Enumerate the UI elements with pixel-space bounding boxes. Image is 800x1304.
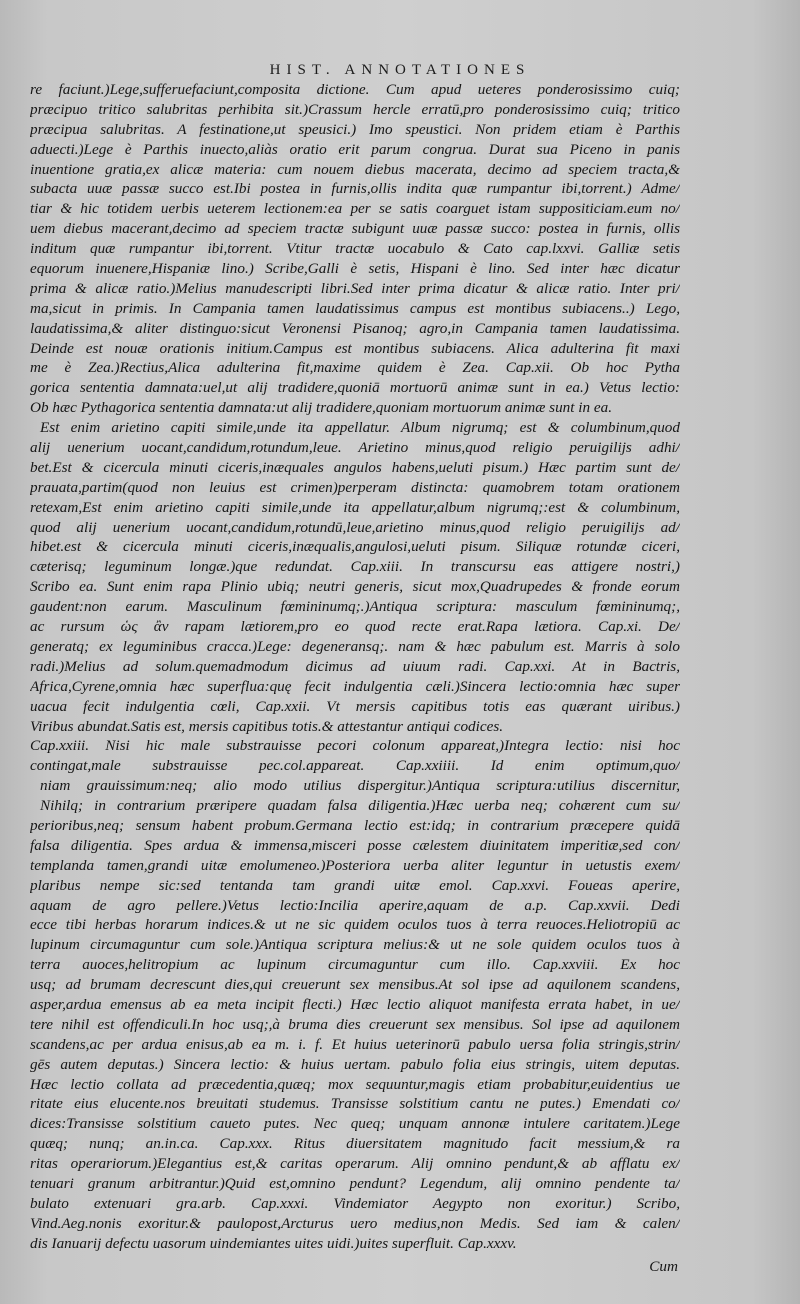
text-line: scandens,ac per ardua enisus,ab ea m. i. f. Et huius ueterinorū pabulo uersa folia stringis,strin/ <box>30 1035 680 1053</box>
text-line: bet.Est & cicercula minuti ciceris,inæquales angulos habens,ueluti pisum.) Hæc partim sunt de/ <box>30 458 680 476</box>
text-line: perioribus,neq; sensum habent probum.Germana lectio est:idq; in contrarium præcepere quidā <box>30 816 680 834</box>
text-line: dis Ianuarij defectu uasorum uindemiantes uites uidi.)uites superfluit. Cap.xxxv. <box>30 1234 517 1252</box>
text-line: Cap.xxiii. Nisi hic male substrauisse pecori colonum appareat,)Integra lectio: nisi hoc <box>30 737 680 755</box>
text-line: tiar & hic totidem uerbis ueterem lectionem:ea per se satis coarguet istam suppositiciam.eum no/ <box>30 200 680 218</box>
text-line: Ob hæc Pythagorica sententia damnata:ut alij tradidere,quoniam mortuorum animæ sunt in ea. <box>30 399 613 417</box>
text-line: equorum inuenere,Hispaniæ lino.) Scribe,Galli è setis, Hispani è lino. Sed inter hæc dicatur <box>30 260 680 278</box>
text-line: gēs autem deputas.) Sincera lectio: & huius uertam. pabulo folia eius stringis, uitem deputas. <box>30 1055 680 1073</box>
text-line: generatq; ex leguminibus cracca.)Lege: degeneransq;. nam & hæc pabulum est. Marris à solo <box>30 637 680 655</box>
text-line: quæq; nunq; an.in.ca. Cap.xxx. Ritus diuersitatem magnitudo facit messium,& ra <box>30 1135 680 1153</box>
text-line: Viribus abundat.Satis est, mersis capitibus totis.& attestantur antiqui codices. <box>30 717 504 735</box>
text-line: ma,sicut in primis. In Campania tamen laudatissimus campus est montibus subiacens..) Lego, <box>30 299 680 317</box>
text-line: falsa diligentia. Spes ardua & immensa,misceri posse cælestem diuinitatem imperitiæ,sed con/ <box>30 836 680 854</box>
text-line: prima & alicæ ratio.)Melius manudescripti libri.Sed inter prima dicatur & alicæ ratio. Inter pri/ <box>30 279 680 297</box>
text-line: aquam de agro pellere.)Vetus lectio:Incilia aperire,aquam de a.p. Cap.xxvii. Dedi <box>30 896 680 914</box>
text-line: inditum quæ rumpantur ibi,torrent. Vtitur tractæ uocabulo & Cato cap.lxxvi. Galliæ setis <box>30 240 680 258</box>
text-line: præcipua salubritas. A festinatione,ut speusici.) Imo speustici. Non pridem etiam è Parthis <box>30 120 680 138</box>
text-line: retexam,Est enim arietino capiti simile,unde ita appellatur,album nigrumq;:est & columbinum, <box>30 498 680 516</box>
text-line: cæterisq; leguminum longæ.)que redundat. Cap.xiii. In transcursu eas attigere nostri,) <box>30 558 680 576</box>
text-line: re faciunt.)Lege,sufferuefaciunt,composita dictione. Cum apud ueteres ponderosissimo cuiq; <box>30 81 680 98</box>
text-line: me è Zea.)Rectius,Alica adulterina fit,maxime quidem è Zea. Cap.xii. Ob hoc Pytha <box>30 359 680 377</box>
text-line: Deinde est nouæ orationis initium.Campus est montibus subiacens. Alica adulterina fit maxi <box>30 339 680 357</box>
text-line: aduecti.)Lege è Parthis inuecto,aliàs oratio erit parum congrua. Durat sua Piceno in panis <box>30 140 680 158</box>
text-line: prauata,partim(quod non leuius est crimen)perperam distincta: quamobrem totam orationem <box>30 478 680 496</box>
text-line: Scribo ea. Sunt enim rapa Plinio ubiq; neutri generis, sicut mox,Quadrupedes & fronde eorum <box>30 578 680 596</box>
text-line: laudatissima,& aliter distinguo:sicut Veronensi Pisanoq; agro,in Campania tamen laudatissima. <box>30 319 680 337</box>
text-line: gorica sententia damnata:uel,ut alij tradidere,quoniā mortuorū animæ sunt in ea.) Vetus lectio: <box>30 379 680 397</box>
text-line: ritate eius elucente.nos breuitati studemus. Transisse solstitium cantu ne putes.) Emendati co/ <box>30 1095 680 1113</box>
text-line: niam grauissimum:neq; alio modo utilius dispergitur.)Antiqua scriptura:utilius discernitur, <box>40 777 680 795</box>
text-line: radi.)Melius ad solum.quemadmodum dicimus ad uiuum radi. Cap.xxi. At in Bactris, <box>30 657 680 675</box>
text-line: uem diebus macerant,decimo ad speciem tractæ subigunt uuæ passæ succo: postea in furnis, ollis <box>30 220 680 238</box>
text-line: dices:Transisse solstitium caueto putes. Nec queq; unquam annonæ intulere caritatem.)Lege <box>30 1115 680 1133</box>
text-line: ecce tibi herbas horarum indices.& ut ne sic quidem oculos tuos à terra reuoces.Heliotropiū ac <box>30 916 680 934</box>
text-line: usq; ad brumam decrescunt dies,qui creuerunt sex mensibus.At sol ipse ad aquilonem scandens, <box>30 976 680 994</box>
text-line: Africa,Cyrene,omnia hæc superflua:quę fecit indulgentia cæli.)Sincera lectio:omnia hæc super <box>30 677 680 695</box>
text-line: Est enim arietino capiti simile,unde ita appellatur. Album nigrumq; est & columbinum,quod <box>40 419 680 437</box>
text-line: tere nihil est offendiculi.In hoc usq;,à bruma dies creuerunt sex mensibus. Sol ipse ad aquilonem <box>30 1015 680 1033</box>
text-line: asper,ardua emensus ab ea meta incipit flecti.) Hæc lectio aliquot manifesta errata habet, in ue/ <box>30 995 680 1013</box>
text-line: quod alij uenerium uocant,candidum,rotundū,leue,arietino minus,quod religio peruigilijs ad/ <box>30 518 680 536</box>
text-line: hibet.est & cicercula minuti ciceris,inæqualis,angulosi,ueluti pisum. Siliquæ rotundæ ciceri, <box>30 538 680 556</box>
running-header: HIST. ANNOTATIONES <box>269 62 531 78</box>
text-line: Nihilq; in contrarium præripere quadam falsa diligentia.)Hæc uerba neq; cohærent cum su/ <box>40 797 680 815</box>
annotation-text-block <box>30 80 680 1254</box>
text-line: uacua fecit indulgentia cœli, Cap.xxii. Vt mersis capitibus totis eas quærant uiribus.) <box>30 697 680 715</box>
text-line: subacta uuæ passæ succo est.Ibi postea in furnis,ollis indita quæ rumpantur ibi,torrent.) Adme/ <box>30 180 680 198</box>
text-line: ac rursum ὡς ἂν rapam lætiorem,pro eo quod recte erat.Rapa lætiora. Cap.xi. De/ <box>30 618 680 636</box>
text-line: plaribus nempe sic:sed tentanda tam grandi uitæ emol. Cap.xxvi. Foueas aperire, <box>30 876 680 894</box>
text-line: præcipuo tritico salubritas perhibita sit.)Crassum hercle erratū,pro ponderosissimo cuiq; tritico <box>30 100 680 118</box>
text-line: Hæc lectio collata ad præcedentia,quæq; mox sequuntur,magis etiam probabitur,euidentius ue <box>30 1075 680 1093</box>
text-line: bulato extenuari gra.arb. Cap.xxxi. Vindemiator Aegypto non exoritur.) Scribo, <box>30 1194 680 1212</box>
text-line: templanda tamen,grandi uitæ emolumeneo.)Posteriora uerba aliter leguntur in uetustis exem/ <box>30 856 680 874</box>
catchword: Cum <box>649 1258 678 1276</box>
text-line: tenuari granum arbitrantur.)Quid est,omnino pendunt? Legendum, alij omnino pendente ta/ <box>30 1174 680 1192</box>
text-line: contingat,male substrauisse pec.col.appareat. Cap.xxiiii. Id enim optimum,quo/ <box>30 757 680 775</box>
text-line: ritas operariorum.)Elegantius est,& caritas operarum. Alij omnino pendunt,& ab afflatu ex/ <box>30 1155 680 1173</box>
text-line: terra auoces,helitropium ac lupinum circumaguntur cum illo. Cap.xxviii. Ex hoc <box>30 956 680 974</box>
text-line: inuentione gratia,ex alicæ materia: cum nouem diebus macerata, decimo ad speciem tracta,& <box>30 160 680 178</box>
text-line: Vind.Aeg.nonis exoritur.& paulopost,Arcturus uero medius,non Medis. Sed iam & calen/ <box>30 1214 680 1232</box>
text-line: alij uenerium uocant,candidum,rotundum,leue. Arietino minus,quod religio peruigilijs adhi/ <box>30 439 680 457</box>
text-line: lupinum circumaguntur cum sole.)Antiqua scriptura melius:& ut ne sole quidem oculos tuos à <box>30 936 680 954</box>
text-line: gaudent:non earum. Masculinum fœmininumq;.)Antiqua scriptura: masculum fœmininumq;, <box>30 598 680 616</box>
